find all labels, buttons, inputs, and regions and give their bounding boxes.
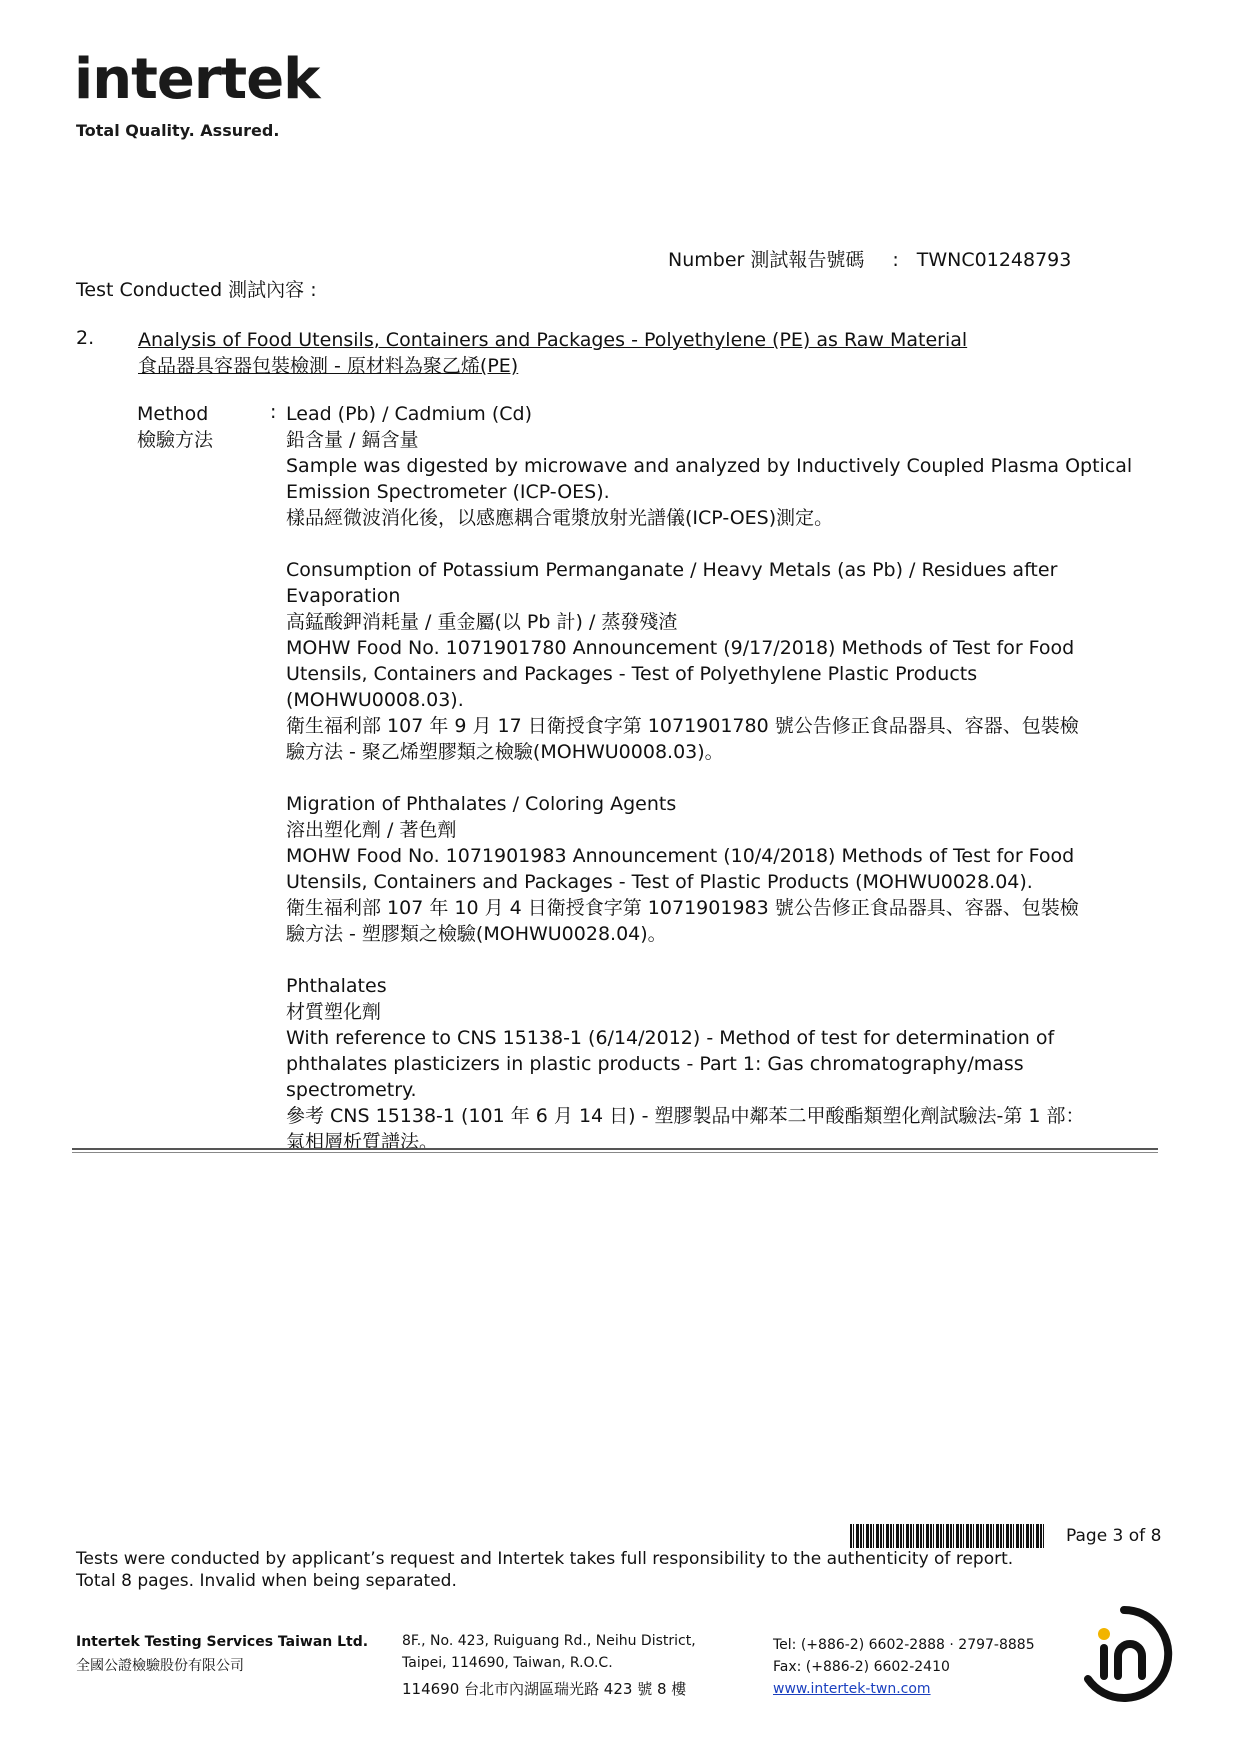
method-line: Emission Spectrometer (ICP-OES). bbox=[286, 481, 610, 503]
company-name-en: Intertek Testing Services Taiwan Ltd. bbox=[76, 1634, 369, 1650]
method-line: 參考 CNS 15138-1 (101 年 6 月 14 日) - 塑膠製品中鄰苯二甲酸酯類塑化劑試驗法-第 1 部： bbox=[286, 1105, 1085, 1127]
footer-disclaimer bbox=[76, 1548, 1013, 1592]
test-conducted-heading: Test Conducted 測試內容 : bbox=[76, 279, 317, 301]
method-colon: : bbox=[270, 401, 277, 423]
report-number-value: TWNC01248793 bbox=[916, 249, 1072, 271]
method-line: Lead (Pb) / Cadmium (Cd) bbox=[286, 403, 533, 425]
address-line: 8F., No. 423, Ruiguang Rd., Neihu District, bbox=[402, 1633, 696, 1649]
method-line: Migration of Phthalates / Coloring Agents bbox=[286, 793, 677, 815]
footer-note-line: Tests were conducted by applicant’s request and Intertek takes full responsibility to the authenticity of report. bbox=[76, 1549, 1014, 1569]
company-name-zh: 全國公證檢驗股份有限公司 bbox=[76, 1658, 244, 1674]
method-line: Evaporation bbox=[286, 585, 401, 607]
method-line: MOHW Food No. 1071901780 Announcement (9/17/2018) Methods of Test for Food bbox=[286, 637, 1075, 659]
method-line: 衛生福利部 107 年 9 月 17 日衛授食字第 1071901780 號公告修正食品器具、容器、包裝檢 bbox=[286, 715, 1079, 737]
method-line: Consumption of Potassium Permanganate / Heavy Metals (as Pb) / Residues after bbox=[286, 559, 1058, 581]
intertek-roundel-icon bbox=[1074, 1604, 1174, 1704]
method-line: Utensils, Containers and Packages - Test of Polyethylene Plastic Products bbox=[286, 663, 978, 685]
method-line: 鉛含量 / 鎘含量 bbox=[286, 429, 419, 451]
method-label-en: Method bbox=[137, 403, 209, 425]
address-line: 114690 台北市內湖區瑞光路 423 號 8 樓 bbox=[402, 1680, 687, 1698]
report-number-label: Number 測試報告號碼 bbox=[668, 249, 865, 271]
fax-number: Fax: (+886-2) 6602-2410 bbox=[773, 1659, 950, 1675]
logo-tagline: Total Quality. Assured. bbox=[76, 121, 280, 140]
section-title-en: Analysis of Food Utensils, Containers and Packages - Polyethylene (PE) as Raw Material bbox=[138, 329, 968, 351]
method-block-phthalates bbox=[286, 973, 1146, 1155]
method-block-lead-cadmium bbox=[286, 401, 1146, 531]
method-line: Phthalates bbox=[286, 975, 387, 997]
method-line: 衛生福利部 107 年 10 月 4 日衛授食字第 1071901983 號公告修正食品器具、容器、包裝檢 bbox=[286, 897, 1079, 919]
address-line: Taipei, 114690, Taiwan, R.O.C. bbox=[402, 1655, 613, 1671]
method-line: MOHW Food No. 1071901983 Announcement (10/4/2018) Methods of Test for Food bbox=[286, 845, 1075, 867]
intertek-logo: intertek bbox=[74, 47, 320, 112]
method-line: 高錳酸鉀消耗量 / 重金屬(以 Pb 計) / 蒸發殘渣 bbox=[286, 611, 678, 633]
footer-note-line: Total 8 pages. Invalid when being separated. bbox=[76, 1571, 457, 1591]
report-number-colon: : bbox=[892, 249, 899, 271]
barcode-icon bbox=[850, 1524, 1046, 1548]
section-title bbox=[138, 327, 967, 379]
method-label bbox=[137, 401, 213, 453]
report-number bbox=[668, 245, 1071, 272]
method-block-permanganate bbox=[286, 557, 1146, 765]
website-link[interactable]: www.intertek-twn.com bbox=[773, 1681, 931, 1697]
tel-number: Tel: (+886-2) 6602-2888 · 2797-8885 bbox=[773, 1637, 1035, 1653]
method-line: 氣相層析質譜法。 bbox=[286, 1131, 439, 1153]
method-line: Sample was digested by microwave and analyzed by Inductively Coupled Plasma Optical bbox=[286, 455, 1133, 477]
method-line: (MOHWU0008.03). bbox=[286, 689, 464, 711]
section-title-zh: 食品器具容器包裝檢測 - 原材料為聚乙烯(PE) bbox=[138, 355, 519, 377]
method-line: spectrometry. bbox=[286, 1079, 417, 1101]
page-number: Page 3 of 8 bbox=[1066, 1526, 1162, 1546]
company-contact bbox=[773, 1634, 1035, 1700]
method-line: 驗方法 - 塑膠類之檢驗(MOHWU0028.04)。 bbox=[286, 923, 667, 945]
method-line: 溶出塑化劑 / 著色劑 bbox=[286, 819, 457, 841]
method-body bbox=[286, 401, 1146, 1155]
section-divider bbox=[72, 1148, 1158, 1150]
company-address bbox=[402, 1630, 696, 1700]
method-line: phthalates plasticizers in plastic products - Part 1: Gas chromatography/mass bbox=[286, 1053, 1024, 1075]
method-label-zh: 檢驗方法 bbox=[137, 429, 214, 451]
company-info bbox=[76, 1630, 368, 1678]
section-divider-thin bbox=[72, 1152, 1158, 1153]
method-line: 樣品經微波消化後，以感應耦合電漿放射光譜儀(ICP-OES)測定。 bbox=[286, 507, 834, 529]
method-line: Utensils, Containers and Packages - Test of Plastic Products (MOHWU0028.04). bbox=[286, 871, 1033, 893]
method-line: With reference to CNS 15138-1 (6/14/2012) - Method of test for determination of bbox=[286, 1027, 1055, 1049]
method-line: 驗方法 - 聚乙烯塑膠類之檢驗(MOHWU0008.03)。 bbox=[286, 741, 724, 763]
method-block-migration bbox=[286, 791, 1146, 947]
section-number: 2. bbox=[76, 327, 95, 349]
method-line: 材質塑化劑 bbox=[286, 1001, 382, 1023]
